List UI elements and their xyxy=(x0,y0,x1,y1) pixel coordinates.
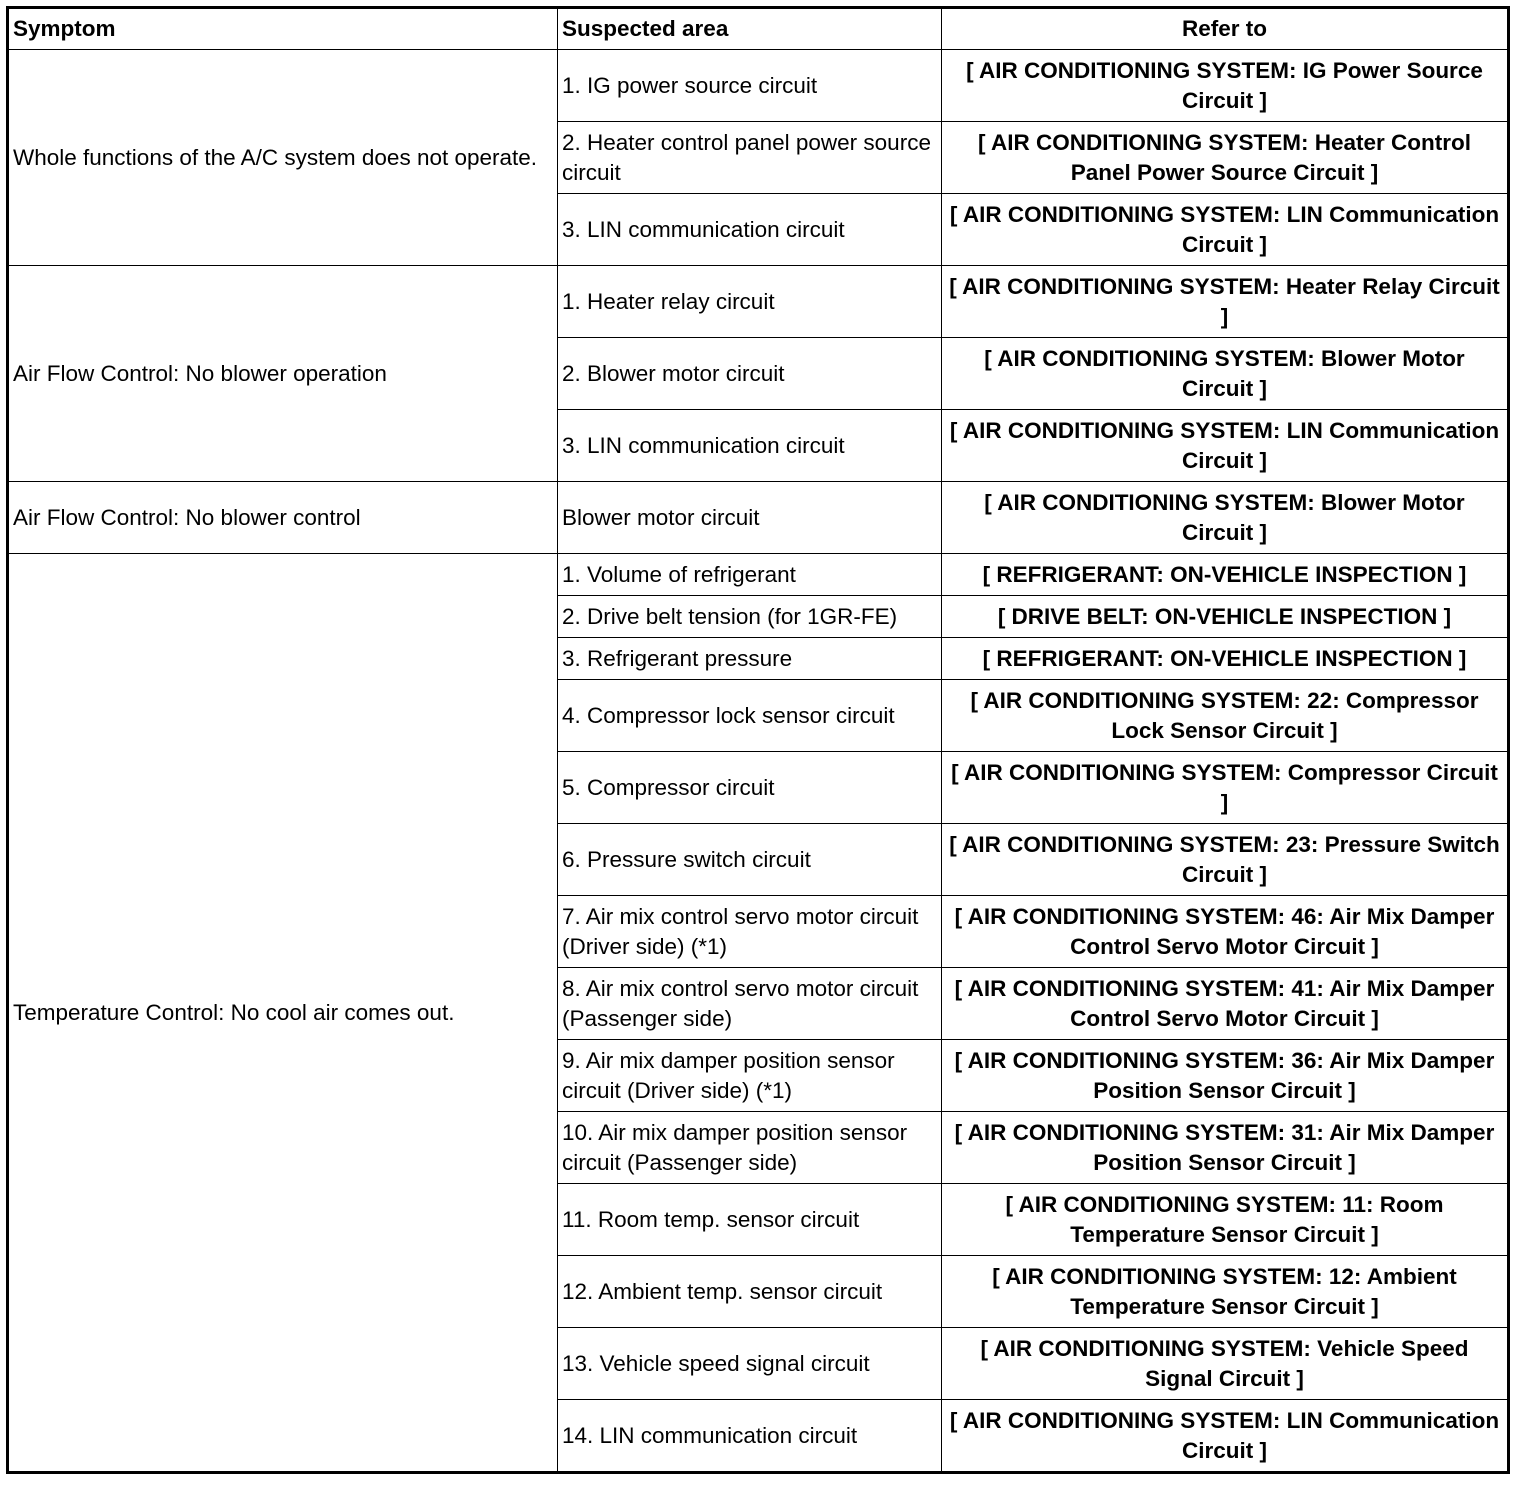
symptom-cell: Temperature Control: No cool air comes out. xyxy=(8,554,558,1473)
suspected-area-cell: 1. Heater relay circuit xyxy=(558,266,942,338)
refer-to-link[interactable]: [ AIR CONDITIONING SYSTEM: Vehicle Speed Signal Circuit ] xyxy=(942,1328,1509,1400)
header-refer-to: Refer to xyxy=(942,8,1509,50)
refer-to-link[interactable]: [ AIR CONDITIONING SYSTEM: 46: Air Mix Damper Control Servo Motor Circuit ] xyxy=(942,896,1509,968)
refer-to-link[interactable]: [ AIR CONDITIONING SYSTEM: 12: Ambient Temperature Sensor Circuit ] xyxy=(942,1256,1509,1328)
suspected-area-cell: 5. Compressor circuit xyxy=(558,752,942,824)
refer-to-link[interactable]: [ AIR CONDITIONING SYSTEM: 11: Room Temperature Sensor Circuit ] xyxy=(942,1184,1509,1256)
symptom-cell: Air Flow Control: No blower operation xyxy=(8,266,558,482)
suspected-area-cell: 3. LIN communication circuit xyxy=(558,194,942,266)
header-row xyxy=(8,8,1509,50)
suspected-area-cell: 11. Room temp. sensor circuit xyxy=(558,1184,942,1256)
suspected-area-cell: 8. Air mix control servo motor circuit (Passenger side) xyxy=(558,968,942,1040)
suspected-area-cell: Blower motor circuit xyxy=(558,482,942,554)
table-row xyxy=(8,482,1509,554)
suspected-area-cell: 4. Compressor lock sensor circuit xyxy=(558,680,942,752)
table-row xyxy=(8,50,1509,122)
refer-to-link[interactable]: [ AIR CONDITIONING SYSTEM: Heater Relay Circuit ] xyxy=(942,266,1509,338)
suspected-area-cell: 2. Blower motor circuit xyxy=(558,338,942,410)
symptom-cell: Air Flow Control: No blower control xyxy=(8,482,558,554)
header-suspected-area: Suspected area xyxy=(558,8,942,50)
header-symptom: Symptom xyxy=(8,8,558,50)
refer-to-link[interactable]: [ REFRIGERANT: ON-VEHICLE INSPECTION ] xyxy=(942,554,1509,596)
suspected-area-cell: 1. IG power source circuit xyxy=(558,50,942,122)
suspected-area-cell: 1. Volume of refrigerant xyxy=(558,554,942,596)
suspected-area-cell: 7. Air mix control servo motor circuit (Driver side) (*1) xyxy=(558,896,942,968)
table-row xyxy=(8,554,1509,596)
refer-to-link[interactable]: [ AIR CONDITIONING SYSTEM: Compressor Circuit ] xyxy=(942,752,1509,824)
refer-to-link[interactable]: [ REFRIGERANT: ON-VEHICLE INSPECTION ] xyxy=(942,638,1509,680)
suspected-area-cell: 14. LIN communication circuit xyxy=(558,1400,942,1473)
refer-to-link[interactable]: [ AIR CONDITIONING SYSTEM: LIN Communication Circuit ] xyxy=(942,194,1509,266)
refer-to-link[interactable]: [ AIR CONDITIONING SYSTEM: 31: Air Mix Damper Position Sensor Circuit ] xyxy=(942,1112,1509,1184)
refer-to-link[interactable]: [ AIR CONDITIONING SYSTEM: Heater Control Panel Power Source Circuit ] xyxy=(942,122,1509,194)
refer-to-link[interactable]: [ AIR CONDITIONING SYSTEM: LIN Communication Circuit ] xyxy=(942,410,1509,482)
suspected-area-cell: 3. LIN communication circuit xyxy=(558,410,942,482)
refer-to-link[interactable]: [ AIR CONDITIONING SYSTEM: LIN Communication Circuit ] xyxy=(942,1400,1509,1473)
suspected-area-cell: 12. Ambient temp. sensor circuit xyxy=(558,1256,942,1328)
table-row xyxy=(8,266,1509,338)
suspected-area-cell: 9. Air mix damper position sensor circuit (Driver side) (*1) xyxy=(558,1040,942,1112)
refer-to-link[interactable]: [ AIR CONDITIONING SYSTEM: Blower Motor Circuit ] xyxy=(942,482,1509,554)
refer-to-link[interactable]: [ AIR CONDITIONING SYSTEM: 41: Air Mix Damper Control Servo Motor Circuit ] xyxy=(942,968,1509,1040)
suspected-area-cell: 13. Vehicle speed signal circuit xyxy=(558,1328,942,1400)
refer-to-link[interactable]: [ AIR CONDITIONING SYSTEM: IG Power Source Circuit ] xyxy=(942,50,1509,122)
symptom-cell: Whole functions of the A/C system does not operate. xyxy=(8,50,558,266)
refer-to-link[interactable]: [ AIR CONDITIONING SYSTEM: Blower Motor Circuit ] xyxy=(942,338,1509,410)
suspected-area-cell: 3. Refrigerant pressure xyxy=(558,638,942,680)
table-body xyxy=(8,50,1509,1473)
refer-to-link[interactable]: [ AIR CONDITIONING SYSTEM: 23: Pressure Switch Circuit ] xyxy=(942,824,1509,896)
refer-to-link[interactable]: [ AIR CONDITIONING SYSTEM: 22: Compressor Lock Sensor Circuit ] xyxy=(942,680,1509,752)
suspected-area-cell: 2. Drive belt tension (for 1GR-FE) xyxy=(558,596,942,638)
suspected-area-cell: 6. Pressure switch circuit xyxy=(558,824,942,896)
refer-to-link[interactable]: [ DRIVE BELT: ON-VEHICLE INSPECTION ] xyxy=(942,596,1509,638)
suspected-area-cell: 2. Heater control panel power source circuit xyxy=(558,122,942,194)
suspected-area-cell: 10. Air mix damper position sensor circuit (Passenger side) xyxy=(558,1112,942,1184)
refer-to-link[interactable]: [ AIR CONDITIONING SYSTEM: 36: Air Mix Damper Position Sensor Circuit ] xyxy=(942,1040,1509,1112)
troubleshooting-table xyxy=(6,6,1510,1474)
